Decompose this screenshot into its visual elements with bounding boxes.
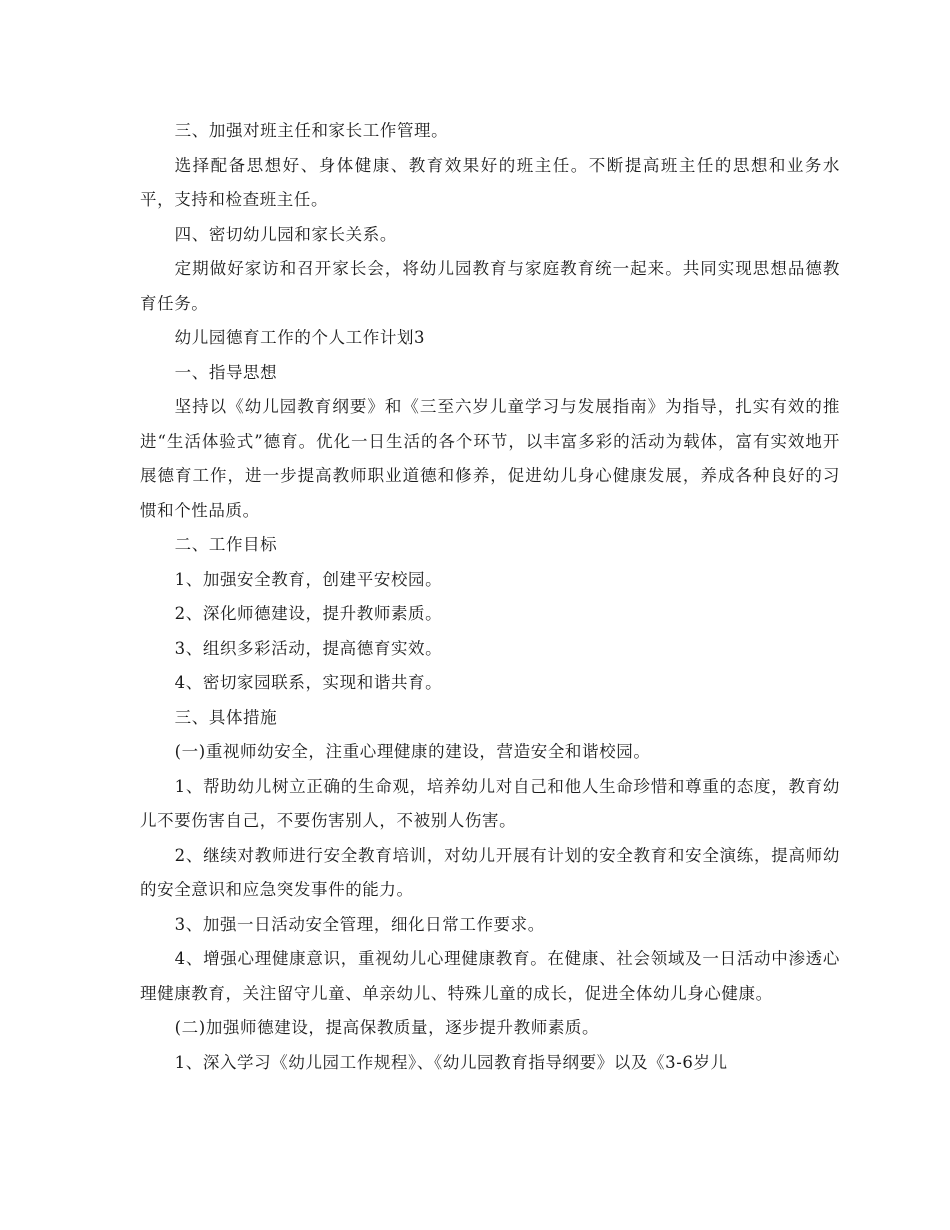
heading-specific-measures: 三、具体措施 [174,707,278,727]
subheading-teacher-ethics: (二)加强师德建设，提高保教质量，逐步提升教师素质。 [174,1018,600,1037]
subheading-safety: (一)重视师幼安全，注重心理健康的建设，营造安全和谐校园。 [174,742,651,761]
heading-work-goals: 二、工作目标 [174,535,278,554]
paragraph-section-4-heading: 四、密切幼儿园和家长关系。 [174,224,397,244]
document-body [140,114,840,1080]
safety-item-3: 3、加强一日活动安全管理，细化日常工作要求。 [174,914,545,934]
paragraph-section-3-heading: 三、加强对班主任和家长工作管理。 [174,121,449,140]
safety-item-2: 2、继续对教师进行安全教育培训，对幼儿开展有计划的安全教育和安全演练，提高师幼的安全意识和应急突发事件的能力。 [140,845,840,899]
heading-guiding-thought: 一、指导思想 [174,362,278,382]
paragraph-home-visits: 定期做好家访和召开家长会，将幼儿园教育与家庭教育统一起来。共同实现思想品德教育任务。 [140,259,840,313]
goal-item-2: 2、深化师德建设，提升教师素质。 [174,604,443,623]
ethics-item-1: 1、深入学习《幼儿园工作规程》、《幼儿园教育指导纲要》以及《3-6岁儿 [174,1052,728,1072]
goal-item-3: 3、组织多彩活动，提高德育实效。 [174,638,443,658]
safety-item-4: 4、增强心理健康意识，重视幼儿心理健康教育。在健康、社会领域及一日活动中渗透心理健康教育，关注留守儿童、单亲幼儿、特殊儿童的成长，促进全体幼儿身心健康。 [140,949,840,1003]
paragraph-guiding-thought: 坚持以《幼儿园教育纲要》和《三至六岁儿童学习与发展指南》为指导，扎实有效的推进“生活体验式”德育。优化一日生活的各个环节，以丰富多彩的活动为载体，富有实效地开展德育工作，进一步提高教师职业道德和修养，促进幼儿身心健康发展，养成各种良好的习惯和个性品质。 [140,397,840,520]
paragraph-head-teacher: 选择配备思想好、身体健康、教育效果好的班主任。不断提高班主任的思想和业务水平，支持和检查班主任。 [140,155,840,209]
safety-item-1: 1、帮助幼儿树立正确的生命观，培养幼儿对自己和他人生命珍惜和尊重的态度，教育幼儿不要伤害自己，不要伤害别人，不被别人伤害。 [140,776,840,830]
goal-item-1: 1、加强安全教育，创建平安校园。 [174,569,443,589]
document-subtitle: 幼儿园德育工作的个人工作计划3 [174,328,426,347]
goal-item-4: 4、密切家园联系，实现和谐共育。 [174,673,443,692]
